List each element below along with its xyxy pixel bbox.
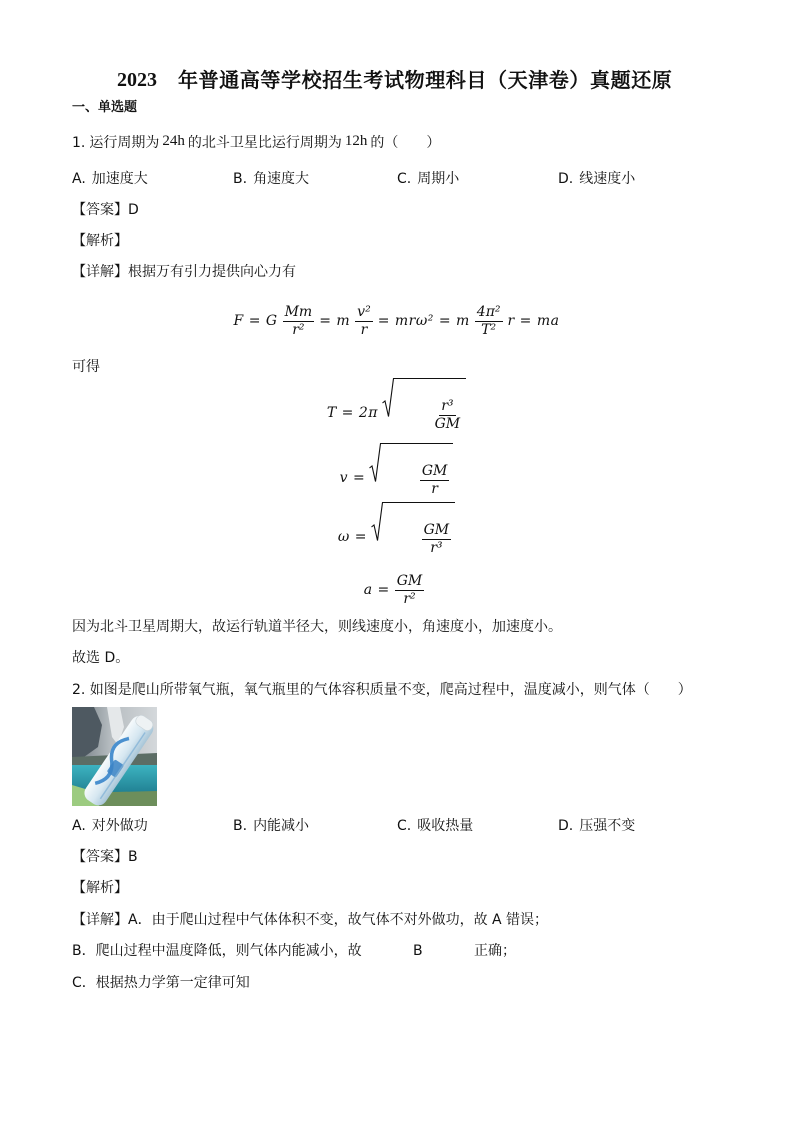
option-label: A. bbox=[72, 171, 86, 187]
formula-term: F = G bbox=[233, 313, 278, 329]
question-2-stem: 2. 如图是爬山所带氧气瓶，氧气瓶里的气体容积质量不变，爬高过程中，温度减小，则气体（ ） bbox=[72, 682, 692, 698]
numerator: GM bbox=[421, 462, 448, 479]
numerator: GM bbox=[423, 521, 450, 538]
period-quantity: 12h bbox=[344, 133, 368, 149]
formula-term: r = ma bbox=[507, 313, 560, 329]
formula-term: = mrω² = m bbox=[377, 313, 470, 329]
formula-term: ω = bbox=[337, 529, 367, 545]
denominator: r² bbox=[292, 321, 305, 338]
stem-text: 的北斗卫星比运行周期为 bbox=[187, 135, 342, 151]
acceleration-formula bbox=[0, 570, 793, 610]
option-c bbox=[397, 816, 473, 836]
denominator: T² bbox=[481, 321, 497, 338]
option-text: 吸收热量 bbox=[417, 818, 474, 834]
detail-b-verdict: 正确； bbox=[474, 943, 516, 959]
option-text: 周期小 bbox=[417, 171, 460, 187]
option-label: B. bbox=[233, 818, 248, 834]
period-formula bbox=[0, 390, 793, 436]
stem-text: 的（ ） bbox=[370, 135, 441, 151]
answer-line: 【答案】D bbox=[72, 202, 139, 218]
derive-label: 可得 bbox=[72, 359, 100, 375]
answer-line: 【答案】B bbox=[72, 849, 138, 865]
fraction bbox=[475, 304, 503, 339]
conclusion-line: 因为北斗卫星周期大，故运行轨道半径大，则线速度小，角速度小，加速度小。 bbox=[72, 619, 562, 635]
detail-b-option: B bbox=[413, 943, 423, 959]
fraction bbox=[420, 463, 450, 498]
title-year: 2023 bbox=[117, 69, 157, 91]
fraction bbox=[422, 522, 452, 557]
denominator: GM bbox=[434, 415, 461, 432]
velocity-formula bbox=[0, 455, 793, 501]
radicand bbox=[394, 378, 466, 449]
analysis-label: 【解析】 bbox=[72, 233, 128, 249]
formula-term: a = bbox=[363, 582, 390, 598]
option-b bbox=[233, 816, 309, 836]
formula-term: T = 2π bbox=[326, 405, 378, 421]
option-d bbox=[558, 169, 635, 189]
section-heading: 一、单选题 bbox=[72, 100, 138, 115]
denominator: r bbox=[431, 480, 438, 497]
fraction bbox=[433, 398, 463, 433]
square-root bbox=[382, 378, 466, 449]
option-text: 角速度大 bbox=[253, 171, 310, 187]
option-label: C. bbox=[397, 818, 412, 834]
square-root bbox=[371, 502, 455, 573]
question-1-stem bbox=[72, 133, 440, 153]
angular-velocity-formula bbox=[0, 514, 793, 560]
analysis-label: 【解析】 bbox=[72, 880, 128, 896]
fraction bbox=[395, 573, 425, 608]
formula-term: = m bbox=[319, 313, 351, 329]
numerator: GM bbox=[396, 572, 423, 589]
oxygen-bottle-photo bbox=[72, 707, 157, 806]
gravitation-formula bbox=[0, 299, 793, 343]
denominator: r bbox=[360, 321, 368, 338]
detail-b-text: B．爬山过程中温度降低，则气体内能减小，故 bbox=[72, 943, 362, 959]
choice-line: 故选 D。 bbox=[72, 650, 130, 666]
option-text: 对外做功 bbox=[91, 818, 148, 834]
stem-text: 运行周期为 bbox=[89, 135, 160, 151]
fraction bbox=[283, 304, 315, 339]
option-label: B. bbox=[233, 171, 248, 187]
option-label: C. bbox=[397, 171, 412, 187]
option-label: D. bbox=[558, 171, 574, 187]
radicand bbox=[383, 502, 455, 573]
numerator: v² bbox=[357, 303, 371, 320]
radical-sign bbox=[369, 443, 381, 483]
denominator: r³ bbox=[430, 539, 443, 556]
period-quantity: 24h bbox=[162, 133, 185, 149]
numerator: 4π² bbox=[476, 303, 501, 320]
option-text: 压强不变 bbox=[579, 818, 636, 834]
question-number: 1. bbox=[72, 135, 86, 151]
detail-line-a: 【详解】A．由于爬山过程中气体体积不变，故气体不对外做功，故 A 错误； bbox=[72, 912, 549, 928]
option-a bbox=[72, 169, 148, 189]
numerator: r³ bbox=[441, 397, 454, 414]
option-label: D. bbox=[558, 818, 574, 834]
option-b bbox=[233, 169, 309, 189]
option-d bbox=[558, 816, 635, 836]
detail-line: 【详解】根据万有引力提供向心力有 bbox=[72, 264, 296, 280]
option-c bbox=[397, 169, 459, 189]
fraction bbox=[355, 304, 373, 339]
option-a bbox=[72, 816, 148, 836]
option-label: A. bbox=[72, 818, 86, 834]
radical-sign bbox=[382, 378, 394, 418]
option-text: 线速度小 bbox=[579, 171, 636, 187]
detail-line-c: C．根据热力学第一定律可知 bbox=[72, 975, 250, 991]
denominator: r² bbox=[403, 590, 416, 607]
numerator: Mm bbox=[284, 303, 313, 320]
radical-sign bbox=[371, 502, 383, 542]
formula-term: v = bbox=[339, 470, 366, 486]
title-text: 年普通高等学校招生考试物理科目（天津卷）真题还原 bbox=[178, 68, 673, 92]
option-text: 加速度大 bbox=[91, 171, 148, 187]
option-text: 内能减小 bbox=[253, 818, 310, 834]
